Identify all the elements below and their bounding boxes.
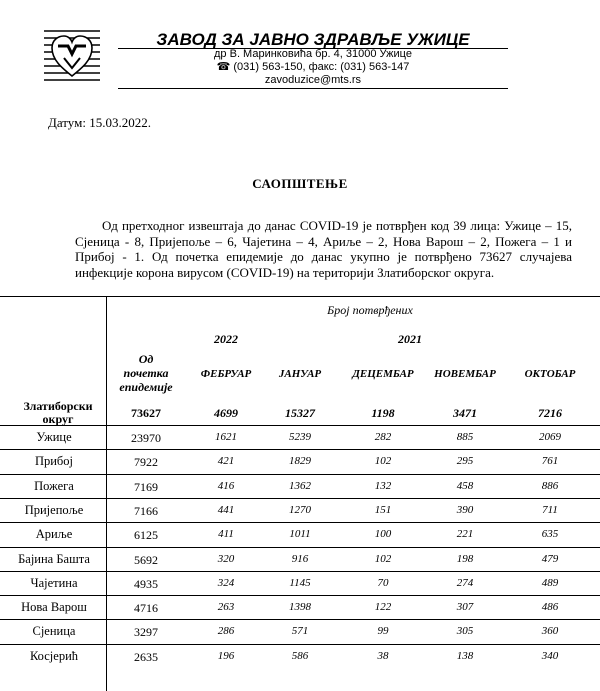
table-cell: 916	[291, 552, 309, 565]
table-cell: 138	[456, 649, 474, 662]
table-cell: 4716	[134, 601, 158, 616]
table-cell: 1621	[215, 431, 237, 443]
table-cell: 571	[291, 625, 309, 638]
row-divider	[0, 522, 600, 523]
table-cell: 151	[374, 503, 392, 516]
municipality-name: Бајина Башта	[18, 551, 90, 566]
table-cell: 1362	[289, 479, 311, 492]
table-cell: 38	[377, 649, 389, 662]
table-cell: 221	[456, 528, 474, 541]
group-header: Број потврђених	[327, 303, 413, 317]
table-cell: 761	[541, 455, 559, 468]
table-cell: 479	[541, 552, 559, 565]
row-divider	[0, 474, 600, 475]
table-cell: 1011	[289, 528, 311, 541]
table-cell: 411	[218, 528, 234, 541]
region-label-line-1: Златиборски	[23, 399, 93, 413]
region-total-cell: 3471	[453, 406, 477, 420]
region-total-cell: 15327	[285, 406, 315, 420]
table-cell: 3297	[134, 625, 158, 640]
row-divider	[0, 595, 600, 596]
municipality-name: Ариље	[35, 527, 73, 542]
document-title: САОПШТЕЊЕ	[252, 176, 348, 191]
org-name: ЗАВОД ЗА ЈАВНО ЗДРАВЉЕ УЖИЦЕ	[156, 30, 470, 49]
table-cell: 122	[374, 601, 392, 614]
table-cell: 2069	[539, 431, 561, 443]
since-start-line-3: епидемије	[119, 380, 173, 394]
table-cell: 70	[377, 576, 389, 589]
month-header: ФЕБРУАР	[200, 368, 252, 380]
org-address: др В. Маринковића бр. 4, 31000 Ужице	[214, 48, 412, 60]
table-cell: 7166	[134, 503, 158, 518]
municipality-name: Пријепоље	[24, 502, 84, 517]
table-cell: 1145	[289, 576, 311, 589]
table-cell: 340	[541, 649, 559, 662]
cases-table	[0, 296, 600, 691]
table-cell: 100	[374, 528, 392, 541]
table-cell: 132	[374, 479, 392, 492]
table-cell: 486	[541, 601, 559, 614]
row-divider	[0, 571, 600, 572]
municipality-name: Косјерић	[29, 648, 79, 663]
table-cell: 7169	[134, 479, 158, 494]
table-cell: 282	[374, 431, 392, 443]
table-cell: 295	[456, 455, 474, 468]
table-cell: 1398	[289, 601, 311, 614]
table-cell: 286	[217, 625, 235, 638]
letterhead	[0, 0, 600, 108]
table-cell: 23970	[131, 431, 161, 445]
municipality-name: Чајетина	[30, 575, 78, 590]
municipality-name: Ужице	[36, 430, 72, 444]
region-label-line-2: округ	[42, 412, 74, 426]
table-cell: 198	[456, 552, 474, 565]
month-header: ОКТОБАР	[524, 368, 576, 380]
since-start-header	[106, 352, 186, 394]
table-cell: 635	[541, 528, 559, 541]
table-cell: 886	[541, 479, 559, 492]
table-cell: 7922	[134, 455, 158, 470]
table-top-border	[0, 296, 600, 297]
table-cell: 307	[456, 601, 474, 614]
table-cell: 489	[541, 576, 559, 589]
region-total-cell: 1198	[371, 406, 395, 420]
table-cell: 99	[377, 625, 389, 638]
document-date: Датум: 15.03.2022.	[48, 115, 151, 130]
org-phone: ☎ (031) 563-150, факс: (031) 563-147	[216, 61, 410, 73]
org-email: zavoduzice@mts.rs	[264, 74, 362, 86]
region-label	[12, 400, 104, 426]
row-divider	[0, 449, 600, 450]
table-cell: 263	[217, 601, 235, 614]
since-start-line-1: Од	[138, 352, 154, 366]
table-cell: 360	[541, 625, 559, 638]
table-cell: 6125	[134, 528, 158, 543]
table-cell: 1270	[289, 503, 311, 516]
region-total-cell: 73627	[131, 406, 161, 420]
letterhead-divider-bottom	[118, 88, 508, 89]
table-cell: 102	[374, 552, 392, 565]
table-cell: 102	[374, 455, 392, 468]
table-cell: 274	[456, 576, 474, 589]
month-header: НОВЕМБАР	[434, 368, 496, 380]
municipality-name: Прибој	[34, 454, 74, 469]
table-cell: 586	[291, 649, 309, 662]
announcement-text: Од претходног извештаја до данас COVID-19 је потврђен код 39 лица: Ужице – 15, Сјеница - 8, Пријепоље – 6, Чајетина – 4, Ариље – 2, Нова Варош – 2, Пожега – 1 и Прибој - 1. Од почетка епидемије до данас укупно је потврђено 73627 случајева инфекције корона вирусом (COVID-19) на територији Златиборског округа.	[75, 218, 572, 280]
table-cell: 320	[217, 552, 235, 565]
row-divider	[0, 498, 600, 499]
municipality-name: Сјеница	[32, 624, 76, 639]
table-cell: 5239	[289, 431, 311, 443]
row-divider	[0, 619, 600, 620]
table-cell: 458	[456, 479, 474, 492]
region-total-cell: 4699	[214, 406, 238, 420]
table-cell: 305	[456, 625, 474, 638]
table-cell: 390	[456, 503, 474, 516]
year-2021-header: 2021	[398, 332, 422, 346]
announcement-paragraph	[75, 218, 572, 280]
year-2022-header: 2022	[214, 332, 238, 346]
municipality-name: Нова Варош	[21, 600, 87, 615]
month-header: ЈАНУАР	[278, 368, 322, 380]
row-divider	[0, 425, 600, 426]
table-cell: 4935	[134, 576, 158, 591]
table-cell: 421	[217, 455, 235, 468]
row-divider	[0, 547, 600, 548]
table-cell: 324	[217, 576, 235, 589]
row-divider	[0, 644, 600, 645]
month-header: ДЕЦЕМБАР	[352, 368, 414, 380]
institute-logo-icon	[44, 28, 100, 82]
since-start-line-2: почетка	[123, 366, 169, 380]
table-cell: 2635	[134, 649, 158, 664]
region-total-cell: 7216	[538, 406, 562, 420]
table-cell: 5692	[134, 552, 158, 567]
table-cell: 885	[456, 431, 474, 443]
municipality-name: Пожега	[34, 478, 74, 493]
table-cell: 441	[217, 503, 235, 516]
table-cell: 196	[217, 649, 235, 662]
table-cell: 416	[217, 479, 235, 492]
table-cell: 1829	[289, 455, 311, 468]
table-cell: 711	[542, 503, 558, 516]
